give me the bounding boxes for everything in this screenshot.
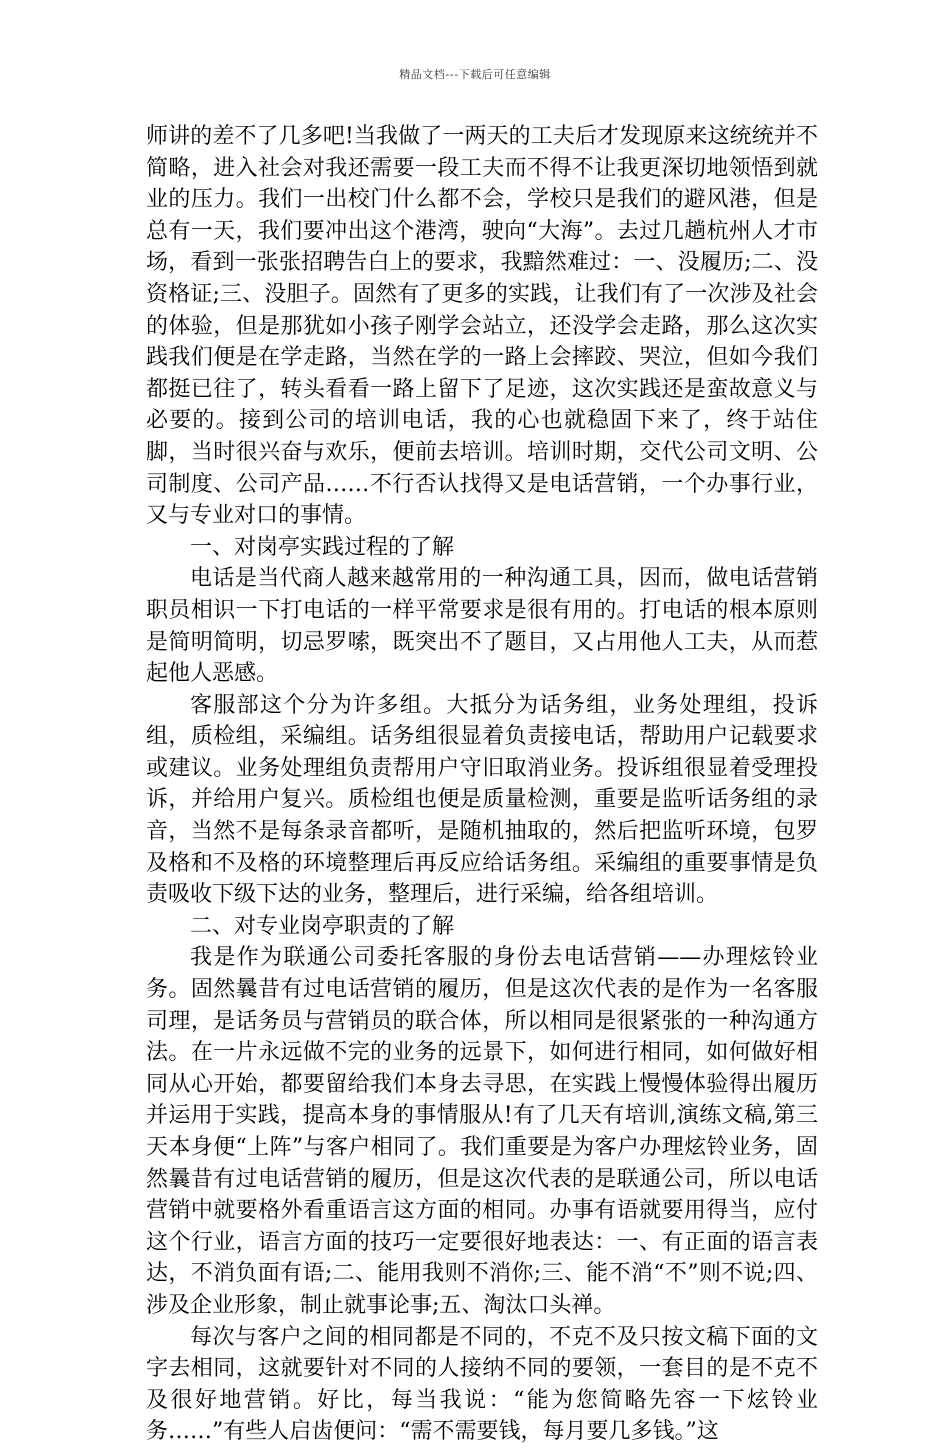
section-heading: 二、对专业岗亭职责的了解 — [190, 913, 455, 939]
paragraph: 师讲的差不了几多吧!当我做了一两天的工夫后才发现原来这统统并不简略，进入社会对我还需要一段工夫而不得不让我更深切地领悟到就业的压力。我们一出校门什么都不会，学校只是我们的避风港，但是总有一天，我们要冲出这个港湾，驶向“大海”。去过几趟杭州人才市场，看到一张张招聘告白上的要求，我黯然难过：一、没履历;二、没资格证;三、没胆子。固然有了更多的实践，让我们有了一次涉及社会的体验，但是那犹如小孩子刚学会站立，还没学会走路，那么这次实践我们便是在学走路，当然在学的一路上会摔跤、哭泣，但如今我们都挺已往了，转头看看一路上留下了足迹，这次实践还是蛮故意义与必要的。接到公司的培训电话，我的心也就稳固下来了，终于站住脚，当时很兴奋与欢乐，便前去培训。培训时期，交代公司文明、公司制度、公司产品……不行否认找得又是电话营销，一个办事行业，又与专业对口的事情。 — [146, 124, 818, 529]
paragraph: 每次与客户之间的相同都是不同的，不克不及只按文稿下面的文字去相同，这就要针对不同的人接纳不同的要领，一套目的是不克不及很好地营销。好比，每当我说：“能为您简略先容一下炫铃业务……”有些人启齿便问：“需不需要钱，每月要几多钱。”这 — [146, 1324, 818, 1445]
document-body — [146, 121, 818, 1448]
paragraph: 客服部这个分为许多组。大抵分为话务组，业务处理组，投诉组，质检组，采编组。话务组很显着负责接电话，帮助用户记载要求或建议。业务处理组负责帮用户守旧取消业务。投诉组很显着受理投诉，并给用户复兴。质检组也便是质量检测，重要是监听话务组的录音，当然不是每条录音都听，是随机抽取的，然后把监听环境，包罗及格和不及格的环境整理后再反应给话务组。采编组的重要事情是负责吸收下级下达的业务，整理后，进行采编，给各组培训。 — [146, 692, 818, 908]
paragraph: 电话是当代商人越来越常用的一种沟通工具，因而，做电话营销职员相识一下打电话的一样平常要求是很有用的。打电话的根本原则是简明简明，切忌罗嗦，既突出不了题目，又占用他人工夫，从而惹起他人恶感。 — [146, 566, 818, 687]
paragraph: 我是作为联通公司委托客服的身份去电话营销——办理炫铃业务。固然曩昔有过电话营销的履历，但是这次代表的是作为一名客服司理，是话务员与营销员的联合体，所以相同是很紧张的一种沟通方法。在一片永远做不完的业务的远景下，如何进行相同，如何做好相同从心开始，都要留给我们本身去寻思，在实践上慢慢体验得出履历并运用于实践，提高本身的事情服从!有了几天有培训,演练文稿,第三天本身便“上阵”与客户相同了。我们重要是为客户办理炫铃业务，固然曩昔有过电话营销的履历，但是这次代表的是联通公司，所以电话营销中就要格外看重语言这方面的相同。办事有语就要用得当，应付这个行业，语言方面的技巧一定要很好地表达：一、有正面的语言表达，不消负面有语;二、能用我则不消你;三、能不消“不”则不说;四、涉及企业形象，制止就事论事;五、淘汰口头禅。 — [146, 945, 818, 1318]
section-heading: 一、对岗亭实践过程的了解 — [190, 534, 455, 560]
page-header: 精品文档---下载后可任意编辑 — [399, 68, 551, 81]
